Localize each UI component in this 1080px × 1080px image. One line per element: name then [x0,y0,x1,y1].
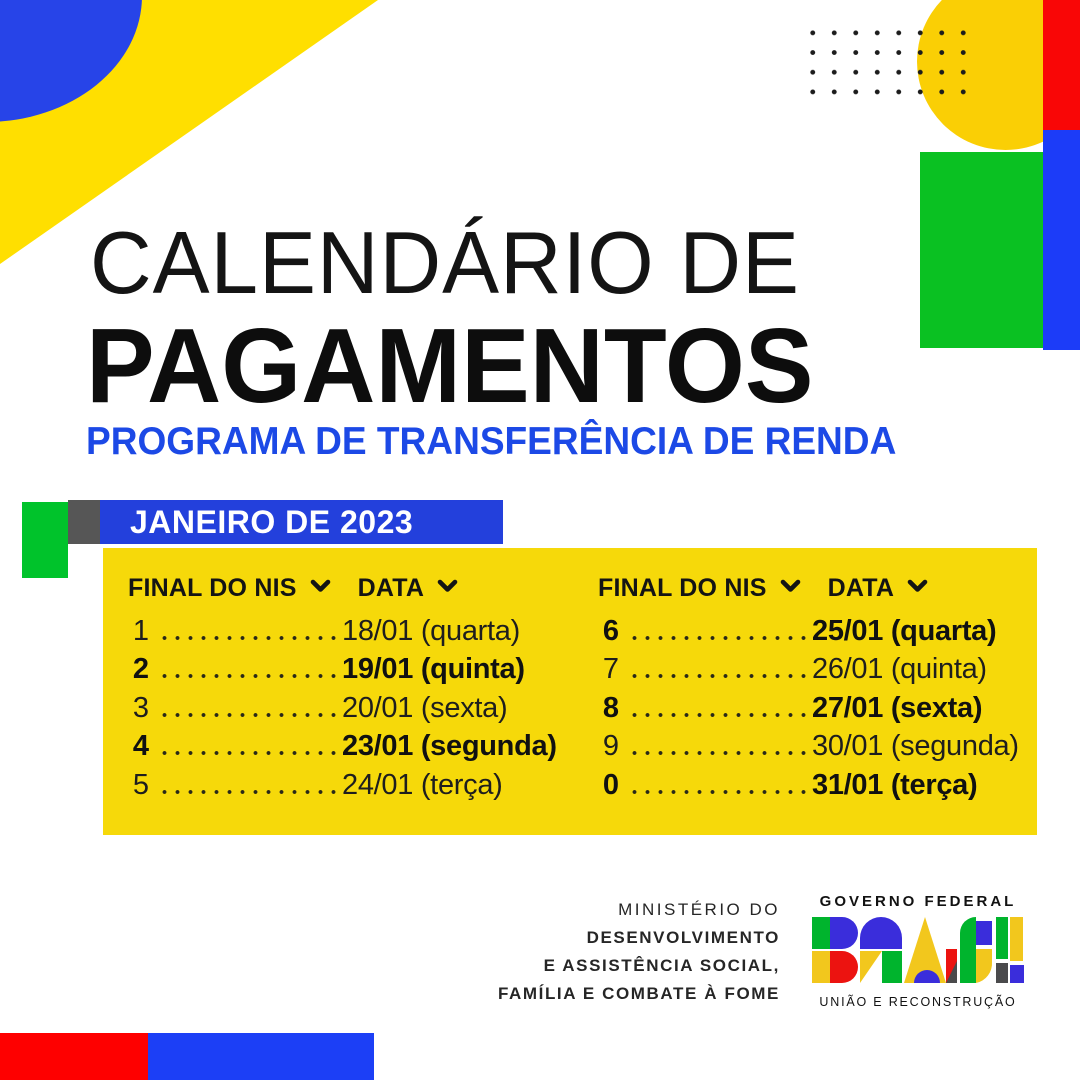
payment-date: 18/01 (quarta) [342,614,520,647]
bottom-blue-bar [148,1033,374,1080]
table-row [598,689,1037,728]
ministry-line: FAMÍLIA E COMBATE À FOME [497,984,780,1003]
header-final-do-nis: FINAL DO NIS [598,573,767,602]
payment-date: 24/01 (terça) [342,768,503,801]
bottom-red-bar [0,1033,148,1080]
dotted-leader [628,713,808,717]
dotted-leader [158,636,338,640]
table-header-left [128,572,598,604]
payment-date: 20/01 (sexta) [342,691,508,724]
header-data: DATA [827,573,895,602]
nis-digit: 1 [132,614,150,647]
payment-date: 25/01 (quarta) [812,614,997,647]
table-row [128,689,598,728]
page-subtitle: PROGRAMA DE TRANSFERÊNCIA DE RENDA [86,420,897,463]
governo-federal-label: GOVERNO FEDERAL [819,893,1017,910]
table-row [128,728,598,767]
table-row [128,766,598,805]
header-final-do-nis: FINAL DO NIS [128,573,297,602]
table-column-left [128,572,598,835]
nis-digit: 8 [602,691,620,724]
dotted-leader [628,674,808,678]
corner-red-rect [1043,0,1080,130]
ministry-line: DESENVOLVIMENTO [586,928,780,947]
dotted-leader [628,636,808,640]
page-title-line1: CALENDÁRIO DE [90,213,800,312]
nis-digit: 2 [132,653,150,686]
governo-federal-logo-block [810,893,1026,1009]
table-header-right [598,572,1037,604]
corner-blue-rect [1043,130,1080,350]
table-row [598,728,1037,767]
dots-pattern [802,23,970,102]
banner-dark-square [68,500,100,544]
payment-table-panel [103,548,1037,835]
dotted-leader [158,674,338,678]
nis-digit: 3 [132,691,150,724]
chevron-down-icon [780,579,801,598]
ministry-line: E ASSISTÊNCIA SOCIAL, [543,956,780,975]
payment-date: 31/01 (terça) [812,768,978,801]
brasil-logo [810,917,1026,990]
table-column-right [598,572,1037,835]
banner-green-square [22,502,68,578]
dotted-leader [158,790,338,794]
payment-date: 19/01 (quinta) [342,653,525,686]
table-row [128,651,598,690]
uniao-reconstrucao-label: UNIÃO E RECONSTRUÇÃO [819,995,1017,1009]
table-row [598,612,1037,651]
ministry-text-block [360,896,780,1008]
month-banner [100,500,503,544]
dotted-leader [628,790,808,794]
nis-digit: 9 [602,730,620,763]
payment-date: 26/01 (quinta) [812,653,987,686]
chevron-down-icon [437,579,458,598]
nis-digit: 4 [132,730,150,763]
chevron-down-icon [907,579,928,598]
corner-green-rect [920,152,1043,348]
nis-digit: 5 [132,768,150,801]
payment-date: 27/01 (sexta) [812,691,983,724]
dotted-leader [158,713,338,717]
month-banner-label: JANEIRO DE 2023 [130,503,414,540]
dotted-leader [628,751,808,755]
table-row [598,766,1037,805]
nis-digit: 7 [602,653,620,686]
nis-digit: 0 [602,768,620,801]
payment-date: 23/01 (segunda) [342,730,557,763]
nis-digit: 6 [602,614,620,647]
chevron-down-icon [310,579,331,598]
header-data: DATA [357,573,425,602]
page-title-line2: PAGAMENTOS [86,307,814,425]
table-row [598,651,1037,690]
table-row [128,612,598,651]
dotted-leader [158,751,338,755]
ministry-line: MINISTÉRIO DO [618,900,780,919]
payment-date: 30/01 (segunda) [812,730,1019,763]
